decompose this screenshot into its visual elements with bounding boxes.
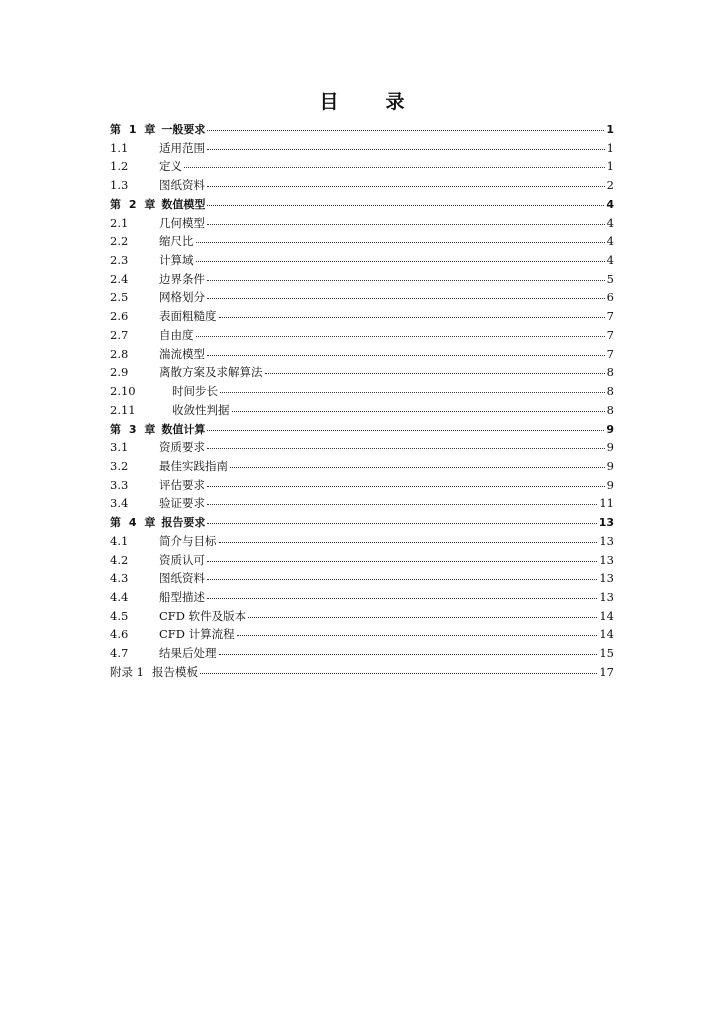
toc-section-entry[interactable] [110,289,614,308]
toc-entry-title: 简介与目标 [159,533,217,548]
toc-section-entry[interactable] [110,233,614,252]
page-title: 目 录 [319,91,419,113]
toc-entry-title: 图纸资料 [159,178,205,193]
toc-section-entry[interactable] [110,271,614,290]
toc-page-number: 13 [599,589,614,604]
toc-section-entry[interactable] [110,626,614,645]
toc-dot-leader [207,353,605,356]
toc-appendix-entry[interactable] [110,664,614,683]
toc-entry-number: 2.5 [110,290,129,305]
toc-entry-number: 2.7 [110,327,129,342]
toc-section-entry[interactable] [110,346,614,365]
toc-section-entry[interactable] [110,215,614,234]
toc-entry-number: 2.1 [110,215,129,230]
toc-entry-number: 3.1 [110,440,129,455]
toc-section-entry[interactable] [110,177,614,196]
toc-entry-title: 结果后处理 [159,646,217,661]
toc-dot-leader [207,147,605,150]
toc-section-entry[interactable] [110,140,614,159]
toc-dot-leader [220,390,605,393]
toc-page-number: 14 [599,627,614,642]
toc-dot-leader [207,184,605,187]
toc-dot-leader [219,652,598,655]
toc-section-entry[interactable] [110,533,614,552]
table-of-contents [110,121,614,683]
toc-page-number: 8 [606,384,614,399]
toc-dot-leader [207,296,605,299]
toc-dot-leader [219,315,605,318]
toc-section-entry[interactable] [110,552,614,571]
toc-entry-number: 3.3 [110,477,129,492]
toc-dot-leader [232,409,605,412]
toc-section-entry[interactable] [110,477,614,496]
toc-dot-leader [207,203,604,206]
toc-dot-leader [237,633,598,636]
toc-page-number: 9 [606,440,614,455]
toc-entry-title: 资质要求 [159,440,205,455]
toc-entry-number: 2.11 [110,402,136,417]
toc-chapter-entry[interactable] [110,196,614,215]
toc-entry-title: 网格划分 [159,290,205,305]
toc-page-number: 13 [599,533,614,548]
toc-page-number: 13 [598,516,614,530]
toc-entry-number: 1.2 [110,159,129,174]
toc-entry-number: 2.4 [110,271,129,286]
toc-page-number: 8 [606,402,614,417]
toc-entry-number: 附录 1 [110,664,144,679]
toc-page-number: 4 [606,253,614,268]
toc-entry-number: 3.2 [110,458,129,473]
toc-entry-number: 4.1 [110,533,129,548]
toc-entry-title: 数值计算 [161,422,206,436]
toc-page-number: 9 [606,477,614,492]
toc-section-entry[interactable] [110,608,614,627]
toc-entry-number: 4.5 [110,608,129,623]
toc-dot-leader [207,484,605,487]
toc-page-number: 7 [606,346,614,361]
toc-page-number: 17 [599,664,614,679]
toc-page-number: 15 [599,646,614,661]
toc-entry-number: 第 4 章 [110,516,158,530]
toc-entry-number: 第 2 章 [110,197,158,211]
toc-entry-title: 边界条件 [159,271,205,286]
toc-page-number: 4 [606,215,614,230]
toc-page-number: 13 [599,571,614,586]
toc-dot-leader [230,465,605,468]
toc-dot-leader [207,278,605,281]
toc-entry-number: 2.9 [110,365,129,380]
toc-entry-title: 资质认可 [159,552,205,567]
toc-section-entry[interactable] [110,570,614,589]
toc-entry-title: 表面粗糙度 [159,309,217,324]
toc-dot-leader [207,521,596,524]
toc-entry-number: 第 1 章 [110,123,158,136]
toc-section-entry[interactable] [110,383,614,402]
toc-entry-number: 3.4 [110,496,129,511]
toc-dot-leader [219,540,598,543]
toc-page-number: 1 [606,159,614,174]
toc-entry-number: 1.3 [110,178,129,193]
toc-entry-title: 几何模型 [159,215,205,230]
toc-entry-title: 一般要求 [161,123,206,136]
toc-entry-title: 报告要求 [161,516,206,530]
toc-entry-number: 4.2 [110,552,129,567]
toc-section-entry[interactable] [110,327,614,346]
toc-entry-number: 2.2 [110,234,129,249]
toc-dot-leader [200,671,597,674]
toc-dot-leader [207,222,605,225]
toc-dot-leader [207,577,597,580]
toc-page-number: 14 [599,608,614,623]
toc-dot-leader [184,165,605,168]
toc-entry-title: 报告模板 [151,664,198,679]
toc-page-number: 9 [606,458,614,473]
toc-entry-number: 4.6 [110,627,129,642]
toc-dot-leader [248,615,597,618]
toc-entry-title: 图纸资料 [159,571,205,586]
toc-section-entry[interactable] [110,252,614,271]
toc-dot-leader [196,334,605,337]
toc-section-entry[interactable] [110,458,614,477]
toc-chapter-entry[interactable] [110,121,614,140]
toc-page-number: 11 [599,496,614,511]
toc-section-entry[interactable] [110,645,614,664]
toc-entry-title: 船型描述 [159,589,205,604]
toc-page-number: 5 [606,271,614,286]
toc-dot-leader [207,559,597,562]
toc-section-entry[interactable] [110,364,614,383]
toc-page-number: 8 [606,365,614,380]
toc-entry-title: 定义 [159,159,182,174]
toc-entry-title: CFD 软件及版本 [159,608,247,623]
toc-entry-title: 验证要求 [159,496,205,511]
toc-entry-number: 2.10 [110,384,136,399]
toc-entry-title: 适用范围 [159,140,205,155]
toc-entry-title: 湍流模型 [159,346,205,361]
toc-dot-leader [207,446,605,449]
toc-entry-number: 第 3 章 [110,422,158,436]
toc-dot-leader [196,259,605,262]
toc-entry-number: 2.6 [110,309,129,324]
toc-page-number: 2 [606,178,614,193]
toc-section-entry[interactable] [110,158,614,177]
toc-section-entry[interactable] [110,589,614,608]
toc-entry-number: 4.4 [110,589,129,604]
toc-section-entry[interactable] [110,495,614,514]
toc-entry-title: 数值模型 [161,197,206,211]
toc-page-number: 9 [606,422,614,436]
toc-entry-title: 自由度 [159,327,194,342]
toc-entry-title: 缩尺比 [159,234,194,249]
toc-dot-leader [207,596,597,599]
toc-page-number: 4 [606,197,614,211]
toc-dot-leader [207,502,597,505]
toc-section-entry[interactable] [110,439,614,458]
toc-entry-title: 计算域 [159,253,194,268]
toc-page-number: 7 [606,309,614,324]
toc-entry-number: 2.3 [110,253,129,268]
toc-entry-title: 收敛性判据 [172,402,230,417]
toc-page-number: 4 [606,234,614,249]
toc-chapter-entry[interactable] [110,421,614,440]
toc-page-number: 7 [606,327,614,342]
toc-page-number: 1 [606,140,614,155]
toc-entry-number: 4.7 [110,646,129,661]
toc-page-number: 1 [606,123,614,136]
toc-section-entry[interactable] [110,402,614,421]
toc-entry-number: 1.1 [110,140,129,155]
toc-dot-leader [196,240,605,243]
toc-entry-number: 4.3 [110,571,129,586]
toc-page-number: 13 [599,552,614,567]
toc-entry-title: 时间步长 [172,384,218,399]
toc-dot-leader [265,371,605,374]
toc-entry-title: 评估要求 [159,477,205,492]
toc-dot-leader [207,128,604,131]
toc-entry-title: CFD 计算流程 [159,627,235,642]
toc-entry-title: 最佳实践指南 [159,458,228,473]
toc-section-entry[interactable] [110,308,614,327]
toc-entry-title: 离散方案及求解算法 [159,365,263,380]
toc-dot-leader [207,428,604,431]
toc-chapter-entry[interactable] [110,514,614,533]
toc-entry-number: 2.8 [110,346,129,361]
toc-page-number: 6 [606,290,614,305]
